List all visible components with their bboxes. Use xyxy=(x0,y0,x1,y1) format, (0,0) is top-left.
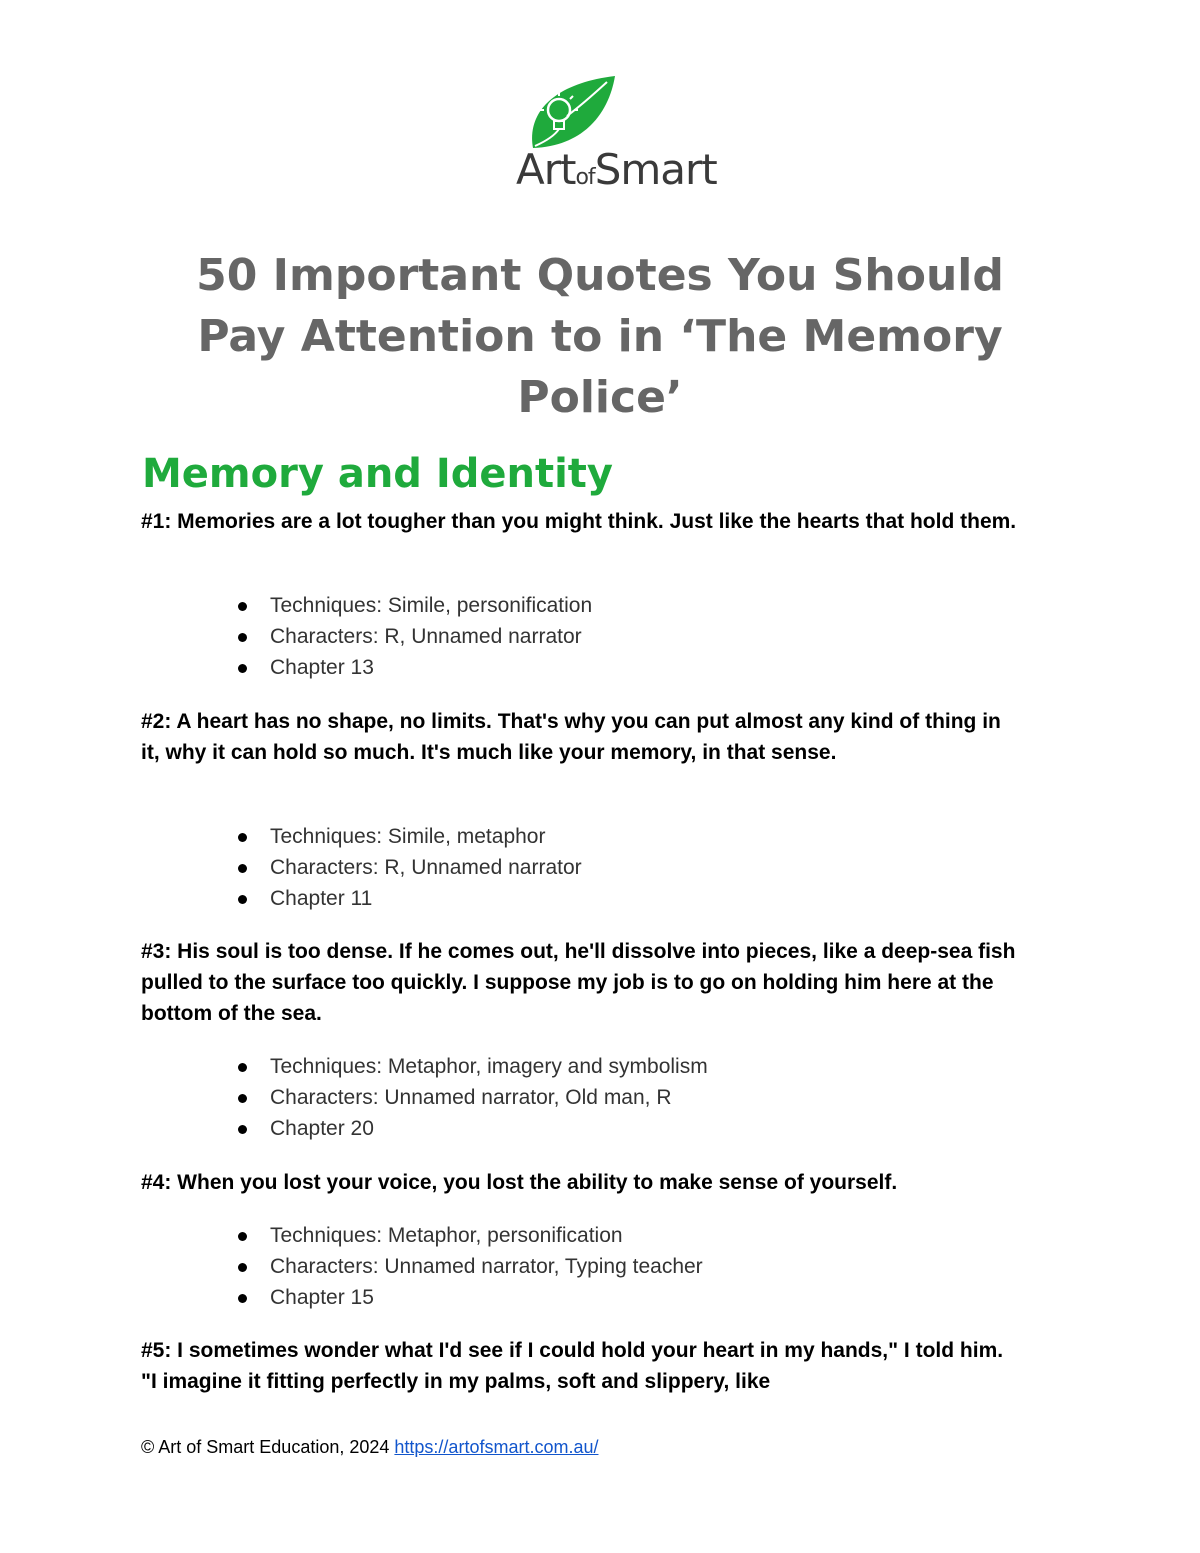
section-heading: Memory and Identity xyxy=(142,451,613,497)
list-item: Techniques: Metaphor, personification xyxy=(270,1220,703,1251)
quote-4: #4: When you lost your voice, you lost the ability to make sense of yourself. xyxy=(141,1171,898,1194)
list-item: Techniques: Simile, metaphor xyxy=(270,821,582,852)
list-item: Chapter 15 xyxy=(270,1282,703,1313)
leaf-lightbulb-icon xyxy=(523,72,619,156)
quote-2-details xyxy=(270,821,582,914)
quote-1: #1: Memories are a lot tougher than you might think. Just like the hearts that hold them. xyxy=(141,510,1017,533)
list-item: Characters: R, Unnamed narrator xyxy=(270,621,592,652)
quote-4-details xyxy=(270,1220,703,1313)
document-title: 50 Important Quotes You Should Pay Attention to in ‘The Memory Police’ xyxy=(196,250,1004,423)
brand-name: ArtofSmart xyxy=(516,145,717,194)
list-item: Chapter 11 xyxy=(270,883,582,914)
quote-5: #5: I sometimes wonder what I'd see if I could hold your heart in my hands," I told him. "I imagine it fitting perfectly in my palms, soft and slippery, like xyxy=(141,1339,1004,1393)
list-item: Techniques: Simile, personification xyxy=(270,590,592,621)
quote-3: #3: His soul is too dense. If he comes out, he'll dissolve into pieces, like a deep-sea fish pulled to the surface too quickly. I suppose my job is to go on holding him here at the bottom of the sea. xyxy=(141,940,1016,1025)
footer xyxy=(141,1434,598,1460)
copyright-text: © Art of Smart Education, 2024 xyxy=(141,1437,395,1457)
website-link[interactable]: https://artofsmart.com.au/ xyxy=(394,1437,599,1457)
quote-2: #2: A heart has no shape, no limits. That's why you can put almost any kind of thing in it, why it can hold so much. It's much like your memory, in that sense. xyxy=(141,710,1001,764)
list-item: Techniques: Metaphor, imagery and symbolism xyxy=(270,1051,708,1082)
list-item: Characters: Unnamed narrator, Typing teacher xyxy=(270,1251,703,1282)
list-item: Characters: R, Unnamed narrator xyxy=(270,852,582,883)
quote-3-details xyxy=(270,1051,708,1144)
quote-1-details xyxy=(270,590,592,683)
list-item: Characters: Unnamed narrator, Old man, R xyxy=(270,1082,708,1113)
list-item: Chapter 13 xyxy=(270,652,592,683)
list-item: Chapter 20 xyxy=(270,1113,708,1144)
